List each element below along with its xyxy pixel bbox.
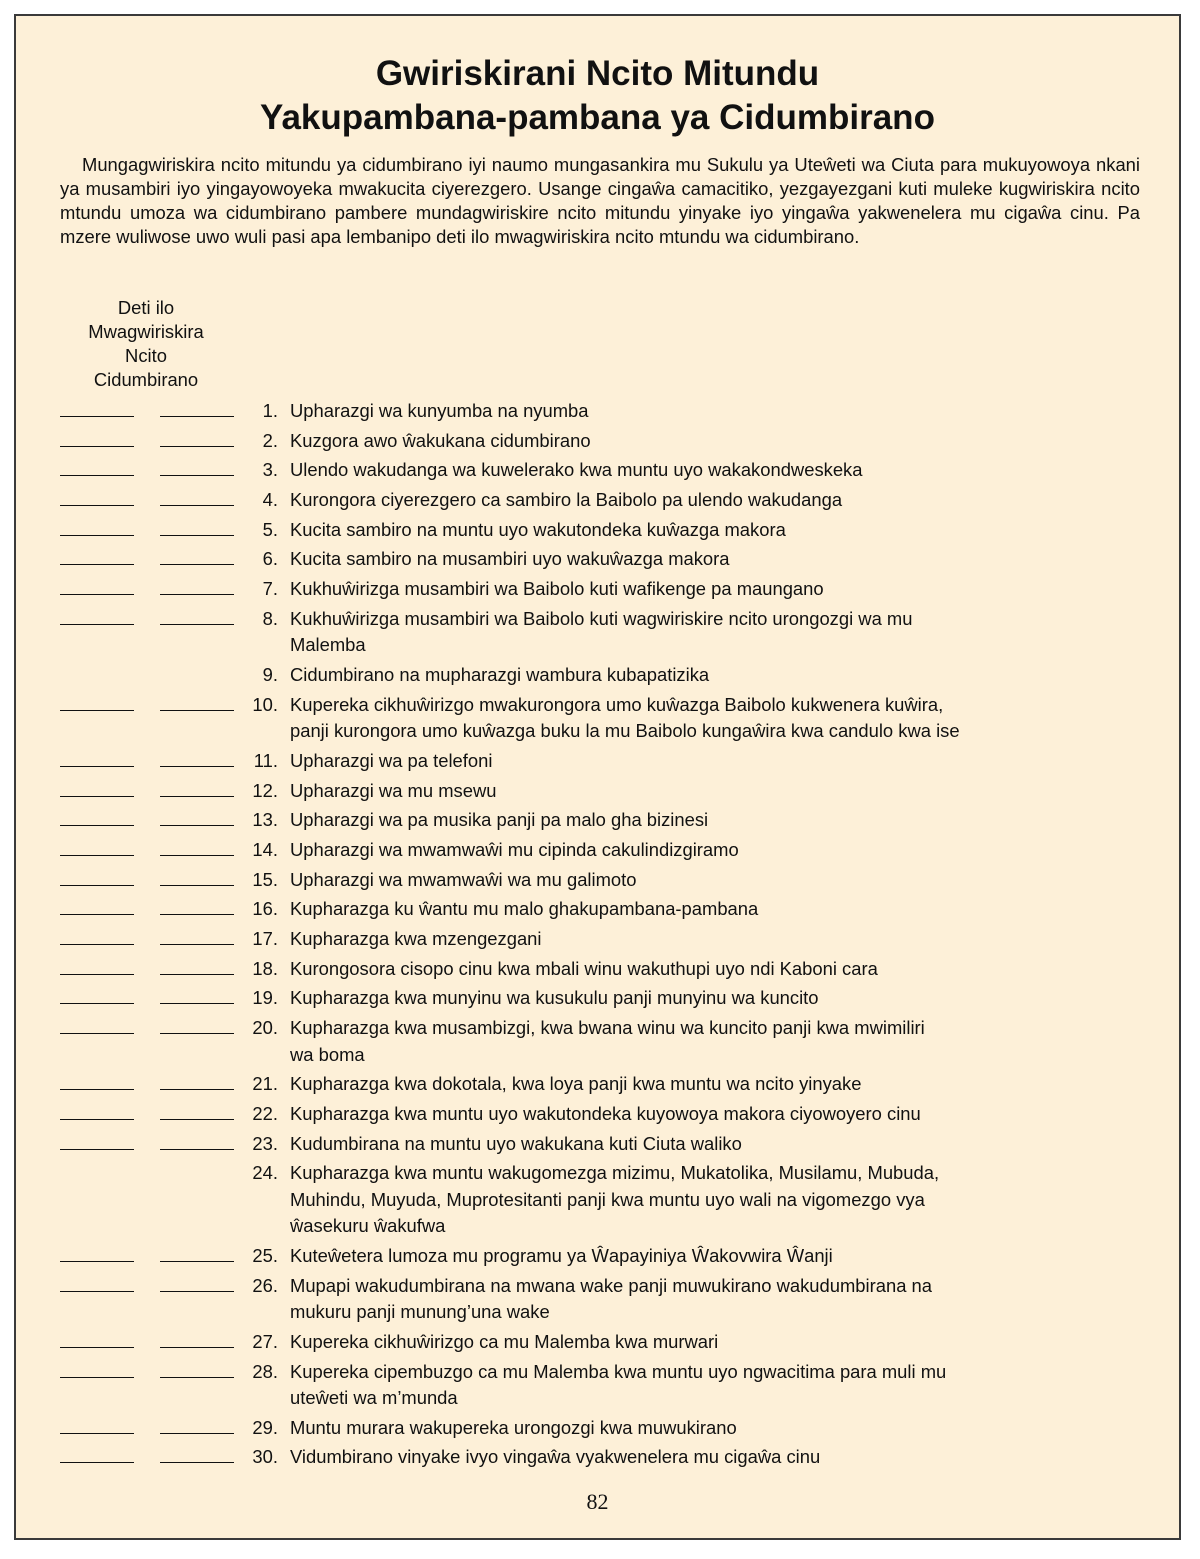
- date-blank-first: [60, 680, 134, 681]
- item-text: [278, 1329, 1090, 1356]
- item-text: [278, 837, 1090, 864]
- item-number: 28.: [252, 1360, 278, 1382]
- date-blank-second[interactable]: [160, 1089, 234, 1090]
- item-text-line: Kupharazga kwa dokotala, kwa loya panji kwa muntu wa ncito yinyake: [290, 1073, 862, 1095]
- date-blank-second[interactable]: [160, 446, 234, 447]
- date-blank-second[interactable]: [160, 825, 234, 826]
- item-text: [278, 926, 1090, 953]
- item-text-line: Kupharazga kwa muntu uyo wakutondeka kuyowoya makora ciyowoyero cinu: [290, 1102, 921, 1124]
- item-text-line: Kupharazga kwa muntu wakugomezga mizimu, Mukatolika, Musilamu, Mubuda,: [290, 1162, 940, 1184]
- item-text-line: Upharazgi wa pa telefoni: [290, 749, 493, 771]
- list-item: [16, 1243, 1183, 1270]
- date-blank-first[interactable]: [60, 624, 134, 625]
- list-item: [16, 1273, 1183, 1326]
- worksheet-page: [14, 14, 1181, 1540]
- item-text: [278, 1131, 1090, 1158]
- item-number: 20.: [252, 1017, 278, 1039]
- item-number: 15.: [252, 868, 278, 890]
- date-blank-first[interactable]: [60, 535, 134, 536]
- item-number: 25.: [252, 1245, 278, 1266]
- page-number: 82: [586, 1489, 609, 1514]
- item-number: 1.: [262, 400, 278, 421]
- item-number: 19.: [252, 987, 278, 1009]
- date-blank-first[interactable]: [60, 1149, 134, 1150]
- date-blank-second[interactable]: [160, 914, 234, 915]
- date-blank-first[interactable]: [60, 594, 134, 595]
- item-number: 21.: [252, 1073, 278, 1095]
- list-item: [16, 748, 1183, 775]
- date-blank-first[interactable]: [60, 505, 134, 506]
- list-item: [16, 807, 1183, 834]
- date-blank-second[interactable]: [160, 475, 234, 476]
- item-text: [278, 1415, 1090, 1442]
- item-number: 16.: [252, 898, 278, 920]
- item-text: [278, 1359, 1090, 1412]
- date-blank-first[interactable]: [60, 766, 134, 767]
- date-blank-second: [160, 1178, 234, 1179]
- item-text: [278, 1243, 1090, 1270]
- item-number: 26.: [252, 1274, 278, 1296]
- list-item: [16, 867, 1183, 894]
- list-item: [16, 837, 1183, 864]
- item-number: 9.: [262, 664, 278, 685]
- item-text-line: Kurongora ciyerezgero ca sambiro la Baibolo pa ulendo wakudanga: [290, 489, 843, 511]
- item-number: 2.: [262, 429, 278, 451]
- date-column-header: [60, 296, 232, 392]
- item-text-line: Kupereka cikhuŵirizgo ca mu Malemba kwa murwari: [290, 1330, 719, 1352]
- date-blank-first: [60, 1178, 134, 1179]
- date-blank-second: [160, 680, 234, 681]
- date-column-header-line-4: Cidumbirano: [93, 369, 199, 390]
- date-column-header-line-1: Deti ilo: [117, 297, 175, 318]
- item-text: [278, 1160, 1090, 1240]
- date-blank-second[interactable]: [160, 1291, 234, 1292]
- date-blank-first[interactable]: [60, 710, 134, 711]
- item-text-line: Ulendo wakudanga wa kuwelerako kwa muntu uyo wakakondweskeka: [290, 459, 863, 481]
- date-blank-second[interactable]: [160, 1149, 234, 1150]
- item-number: 22.: [252, 1102, 278, 1124]
- item-number: 24.: [252, 1162, 278, 1184]
- list-item: [16, 606, 1183, 659]
- item-text-line: Upharazgi wa mwamwaŵi mu cipinda cakulindizgiramo: [290, 838, 739, 860]
- date-blank-first[interactable]: [60, 1462, 134, 1463]
- item-text: [278, 546, 1090, 573]
- item-text-line: Malemba: [290, 634, 366, 656]
- item-text-line: Kupharazga kwa munyinu wa kusukulu panji munyinu wa kuncito: [290, 987, 819, 1009]
- item-text-line: Kuteŵetera lumoza mu programu ya Ŵapayiniya Ŵakovwira Ŵanji: [290, 1245, 833, 1266]
- item-text-line: Kupereka cikhuŵirizgo mwakurongora umo kuŵazga Baibolo kukwenera kuŵira,: [290, 693, 944, 715]
- list-item: [16, 546, 1183, 573]
- item-text: [278, 517, 1090, 544]
- item-text-line: Kupereka cipembuzgo ca mu Malemba kwa muntu uyo ngwacitima para muli mu: [290, 1360, 947, 1382]
- item-number: 23.: [252, 1132, 278, 1154]
- date-blank-first[interactable]: [60, 1433, 134, 1434]
- date-blank-second[interactable]: [160, 416, 234, 417]
- date-blank-second[interactable]: [160, 1347, 234, 1348]
- list-item: [16, 428, 1183, 455]
- date-blank-second[interactable]: [160, 1433, 234, 1434]
- date-blank-first[interactable]: [60, 1347, 134, 1348]
- list-item: [16, 956, 1183, 983]
- list-item: [16, 517, 1183, 544]
- item-text-line: Kupharazga kwa mzengezgani: [290, 928, 542, 949]
- date-blank-second[interactable]: [160, 594, 234, 595]
- item-number: 13.: [252, 809, 278, 831]
- list-item: [16, 662, 1183, 689]
- item-text: [278, 457, 1090, 484]
- item-text: [278, 867, 1090, 894]
- item-text-line: Upharazgi wa pa musika panji pa malo gha bizinesi: [290, 809, 709, 831]
- date-blank-second[interactable]: [160, 624, 234, 625]
- list-item: [16, 1329, 1183, 1356]
- item-text-line: Kurongosora cisopo cinu kwa mbali winu wakuthupi uyo ndi Kaboni cara: [290, 957, 878, 979]
- list-item: [16, 457, 1183, 484]
- list-item: [16, 1071, 1183, 1098]
- item-text: [278, 428, 1090, 455]
- date-blank-first[interactable]: [60, 564, 134, 565]
- item-text: [278, 692, 1090, 745]
- item-number: 7.: [262, 578, 278, 600]
- list-item: [16, 985, 1183, 1012]
- item-number: 6.: [262, 548, 278, 570]
- item-number: 5.: [262, 518, 278, 540]
- item-text: [278, 778, 1090, 805]
- item-text: [278, 606, 1090, 659]
- item-text-line: Muhindu, Muyuda, Muprotesitanti panji kwa muntu uyo wali na vigomezgo vya: [290, 1188, 925, 1210]
- date-column-header-line-3: Ncito: [125, 345, 167, 366]
- presentation-list: [16, 398, 1183, 1474]
- item-text-line: ŵasekuru ŵakufwa: [290, 1215, 446, 1237]
- date-blank-first[interactable]: [60, 475, 134, 476]
- date-blank-second[interactable]: [160, 1033, 234, 1034]
- item-text: [278, 985, 1090, 1012]
- date-blank-first[interactable]: [60, 1119, 134, 1120]
- item-number: 3.: [262, 459, 278, 481]
- date-blank-first[interactable]: [60, 1089, 134, 1090]
- list-item: [16, 926, 1183, 953]
- date-blank-first[interactable]: [60, 855, 134, 856]
- item-text: [278, 487, 1090, 514]
- date-blank-first[interactable]: [60, 825, 134, 826]
- date-blank-first[interactable]: [60, 944, 134, 945]
- date-blank-second[interactable]: [160, 944, 234, 945]
- list-item: [16, 896, 1183, 923]
- item-text: [278, 896, 1090, 923]
- list-item: [16, 1015, 1183, 1068]
- item-text: [278, 1444, 1090, 1471]
- date-blank-first[interactable]: [60, 974, 134, 975]
- item-text-line: uteŵeti wa m’munda: [290, 1387, 458, 1409]
- list-item: [16, 692, 1183, 745]
- item-text-line: Muntu murara wakupereka urongozgi kwa muwukirano: [290, 1416, 737, 1438]
- page-title: [16, 52, 1179, 140]
- item-text: [278, 807, 1090, 834]
- item-number: 8.: [262, 607, 278, 629]
- item-text: [278, 576, 1090, 603]
- item-text-line: Upharazgi wa mu msewu: [290, 779, 497, 801]
- item-text-line: Kuzgora awo ŵakukana cidumbirano: [290, 429, 591, 451]
- item-text: [278, 1101, 1090, 1128]
- item-text-line: Kucita sambiro na musambiri uyo wakuŵazga makora: [290, 548, 730, 570]
- date-blank-second[interactable]: [160, 766, 234, 767]
- list-item: [16, 576, 1183, 603]
- item-number: 4.: [262, 489, 278, 511]
- date-blank-second[interactable]: [160, 535, 234, 536]
- list-item: [16, 1131, 1183, 1158]
- date-blank-second[interactable]: [160, 1377, 234, 1378]
- date-blank-first[interactable]: [60, 416, 134, 417]
- page-title-line-2: Yakupambana-pambana ya Cidumbirano: [260, 98, 935, 137]
- date-blank-second[interactable]: [160, 855, 234, 856]
- item-text: [278, 398, 1090, 425]
- date-blank-second[interactable]: [160, 1462, 234, 1463]
- item-number: 30.: [252, 1446, 278, 1468]
- item-number: 27.: [252, 1330, 278, 1352]
- item-text: [278, 748, 1090, 775]
- list-item: [16, 487, 1183, 514]
- list-item: [16, 1415, 1183, 1442]
- date-blank-first[interactable]: [60, 914, 134, 915]
- item-number: 11.: [253, 749, 278, 771]
- list-item: [16, 1444, 1183, 1471]
- item-text-line: Kucita sambiro na muntu uyo wakutondeka kuŵazga makora: [290, 518, 786, 540]
- list-item: [16, 1101, 1183, 1128]
- item-text-line: panji kurongora umo kuŵazga buku la mu Baibolo kungaŵira kwa candulo kwa ise: [290, 720, 960, 742]
- date-blank-second[interactable]: [160, 796, 234, 797]
- list-item: [16, 398, 1183, 425]
- item-text: [278, 662, 1090, 689]
- item-text-line: Kupharazga kwa musambizgi, kwa bwana winu wa kuncito panji kwa mwimiliri: [290, 1017, 925, 1039]
- item-text-line: Upharazgi wa mwamwaŵi wa mu galimoto: [290, 868, 637, 890]
- date-blank-second[interactable]: [160, 885, 234, 886]
- item-text-line: Kudumbirana na muntu uyo wakukana kuti Ciuta waliko: [290, 1132, 742, 1154]
- item-text-line: mukuru panji munung’una wake: [290, 1301, 550, 1323]
- item-text-line: wa boma: [290, 1043, 365, 1065]
- date-blank-second[interactable]: [160, 564, 234, 565]
- item-number: 17.: [252, 928, 278, 949]
- date-blank-first[interactable]: [60, 446, 134, 447]
- item-text-line: Kukhuŵirizga musambiri wa Baibolo kuti wagwiriskire ncito urongozgi wa mu: [290, 607, 913, 629]
- item-number: 18.: [252, 957, 278, 979]
- date-blank-second[interactable]: [160, 1119, 234, 1120]
- item-text-line: Vidumbirano vinyake ivyo vingaŵa vyakwenelera mu cigaŵa cinu: [290, 1446, 821, 1468]
- date-blank-first[interactable]: [60, 1003, 134, 1004]
- item-number: 12.: [252, 779, 278, 801]
- intro-paragraph: Mungagwiriskira ncito mitundu ya cidumbirano iyi naumo mungasankira mu Sukulu ya Uteŵeti wa Ciuta para mukuyowoya nkani ya musambiri iyo yingayowoyeka mwakucita ciyerezgero. Usange cingaŵa camacitiko, yezgayezgani kuti muleke kugwiriskira ncito mtundu umoza wa cidumbirano pambere mundagwiriskire ncito mitundu yinyake iyo yingaŵa yakwenelera mu cigaŵa cinu. Pa mzere wuliwose uwo wuli pasi apa lembanipo deti ilo mwagwiriskira ncito mtundu wa cidumbirano.: [60, 154, 1140, 247]
- item-number: 14.: [252, 838, 278, 860]
- item-text: [278, 1071, 1090, 1098]
- date-blank-second[interactable]: [160, 505, 234, 506]
- item-text: [278, 1015, 1090, 1068]
- item-number: 29.: [252, 1416, 278, 1438]
- date-column-header-line-2: Mwagwiriskira: [88, 321, 204, 342]
- item-text-line: Mupapi wakudumbirana na mwana wake panji muwukirano wakudumbirana na: [290, 1274, 932, 1296]
- item-number: 10.: [252, 693, 278, 715]
- date-blank-second[interactable]: [160, 974, 234, 975]
- list-item: [16, 778, 1183, 805]
- item-text: [278, 1273, 1090, 1326]
- item-text-line: Kupharazga ku ŵantu mu malo ghakupambana-pambana: [290, 898, 759, 920]
- date-blank-first[interactable]: [60, 885, 134, 886]
- date-blank-first[interactable]: [60, 1033, 134, 1034]
- date-blank-first[interactable]: [60, 1261, 134, 1262]
- list-item: [16, 1359, 1183, 1412]
- page-title-line-1: Gwiriskirani Ncito Mitundu: [375, 54, 820, 93]
- date-blank-first[interactable]: [60, 1291, 134, 1292]
- date-blank-first[interactable]: [60, 796, 134, 797]
- item-text-line: Kukhuŵirizga musambiri wa Baibolo kuti wafikenge pa maungano: [290, 578, 824, 600]
- date-blank-second[interactable]: [160, 710, 234, 711]
- item-text-line: Cidumbirano na mupharazgi wambura kubapatizika: [290, 664, 710, 685]
- date-blank-first[interactable]: [60, 1377, 134, 1378]
- item-text: [278, 956, 1090, 983]
- item-text-line: Upharazgi wa kunyumba na nyumba: [290, 400, 589, 421]
- date-blank-second[interactable]: [160, 1261, 234, 1262]
- list-item: [16, 1160, 1183, 1240]
- date-blank-second[interactable]: [160, 1003, 234, 1004]
